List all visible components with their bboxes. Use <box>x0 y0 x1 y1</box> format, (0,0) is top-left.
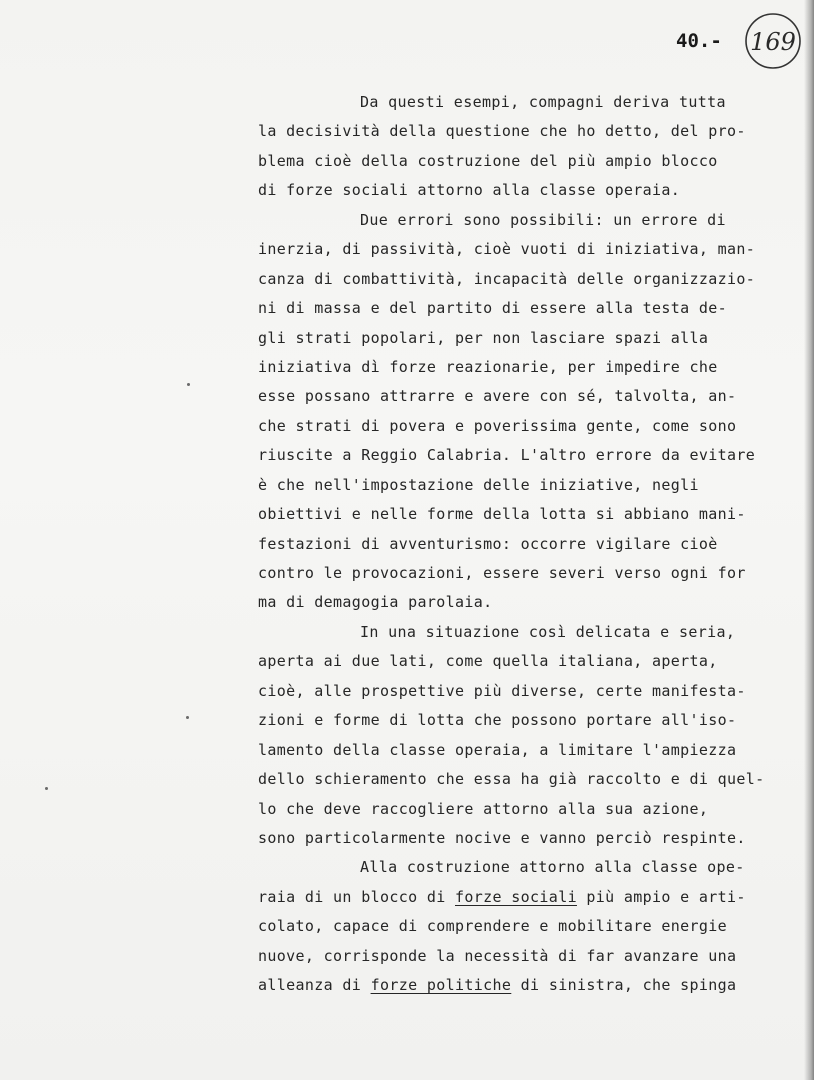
text-line <box>258 971 798 1000</box>
text-line: riuscite a Reggio Calabria. L'altro errore da evitare <box>258 446 756 465</box>
text-line: Da questi esempi, compagni deriva tutta <box>360 93 726 111</box>
text-line: nuove, corrisponde la necessità di far avanzare una <box>258 946 737 965</box>
text-line: di forze sociali attorno alla classe operaia. <box>258 181 681 200</box>
text-line: festazioni di avventurismo: occorre vigilare cioè <box>258 534 718 553</box>
text-segment: raia di un blocco di <box>258 887 455 906</box>
text-line: gli strati popolari, per non lasciare spazi alla <box>258 328 709 347</box>
text-line: lo che deve raccogliere attorno alla sua azione, <box>258 799 709 818</box>
text-line: dello schieramento che essa ha già raccolto e di quel- <box>258 770 765 789</box>
text-line: obiettivi e nelle forme della lotta si abbiano mani- <box>258 505 746 524</box>
text-line: la decisività della questione che ho detto, del pro- <box>258 122 746 141</box>
archive-number: 169 <box>750 28 796 56</box>
typed-text <box>258 88 798 1001</box>
scan-edge-shadow <box>804 0 814 1080</box>
text-line <box>258 883 798 912</box>
text-line: Due errori sono possibili: un errore di <box>360 210 726 229</box>
text-segment: più ampio e arti- <box>576 887 746 906</box>
text-line: ma di demagogia parolaia. <box>258 593 493 612</box>
underlined-phrase: forze sociali <box>455 887 577 906</box>
text-line: ni di massa e del partito di essere alla testa de- <box>258 299 728 318</box>
text-line: Alla costruzione attorno alla classe ope- <box>360 858 745 877</box>
scan-speck <box>187 383 190 386</box>
text-line: In una situazione così delicata e seria, <box>360 622 736 641</box>
text-line: esse possano attrarre e avere con sé, talvolta, an- <box>258 387 737 406</box>
scan-speck <box>45 787 48 790</box>
text-segment: di sinistra, che spinga <box>511 976 737 995</box>
underlined-phrase: forze politiche <box>370 976 512 995</box>
text-line: sono particolarmente nocive e vanno perciò respinte. <box>258 828 746 847</box>
text-line: colato, capace di comprendere e mobilitare energie <box>258 917 728 936</box>
text-line: canza di combattività, incapacità delle organizzazio- <box>258 269 756 288</box>
text-line: cioè, alle prospettive più diverse, certe manifesta- <box>258 681 746 700</box>
text-line: zioni e forme di lotta che possono portare all'iso- <box>258 711 737 730</box>
text-line: contro le provocazioni, essere severi verso ogni for <box>258 564 746 582</box>
text-line: lamento della classe operaia, a limitare l'ampiezza <box>258 740 737 759</box>
page-number: 40.- <box>676 30 722 52</box>
text-line: inerzia, di passività, cioè vuoti di iniziativa, man- <box>258 240 756 259</box>
scan-speck <box>186 716 189 719</box>
text-line: è che nell'impostazione delle iniziative, negli <box>258 475 699 494</box>
text-segment: alleanza di <box>258 976 371 995</box>
text-line: aperta ai due lati, come quella italiana, aperta, <box>258 652 718 671</box>
text-line: iniziativa dì forze reazionarie, per impedire che <box>258 357 718 376</box>
text-line: blema cioè della costruzione del più ampio blocco <box>258 151 718 170</box>
text-line: che strati di povera e poverissima gente, come sono <box>258 416 737 435</box>
archive-number-stamp <box>742 10 804 72</box>
